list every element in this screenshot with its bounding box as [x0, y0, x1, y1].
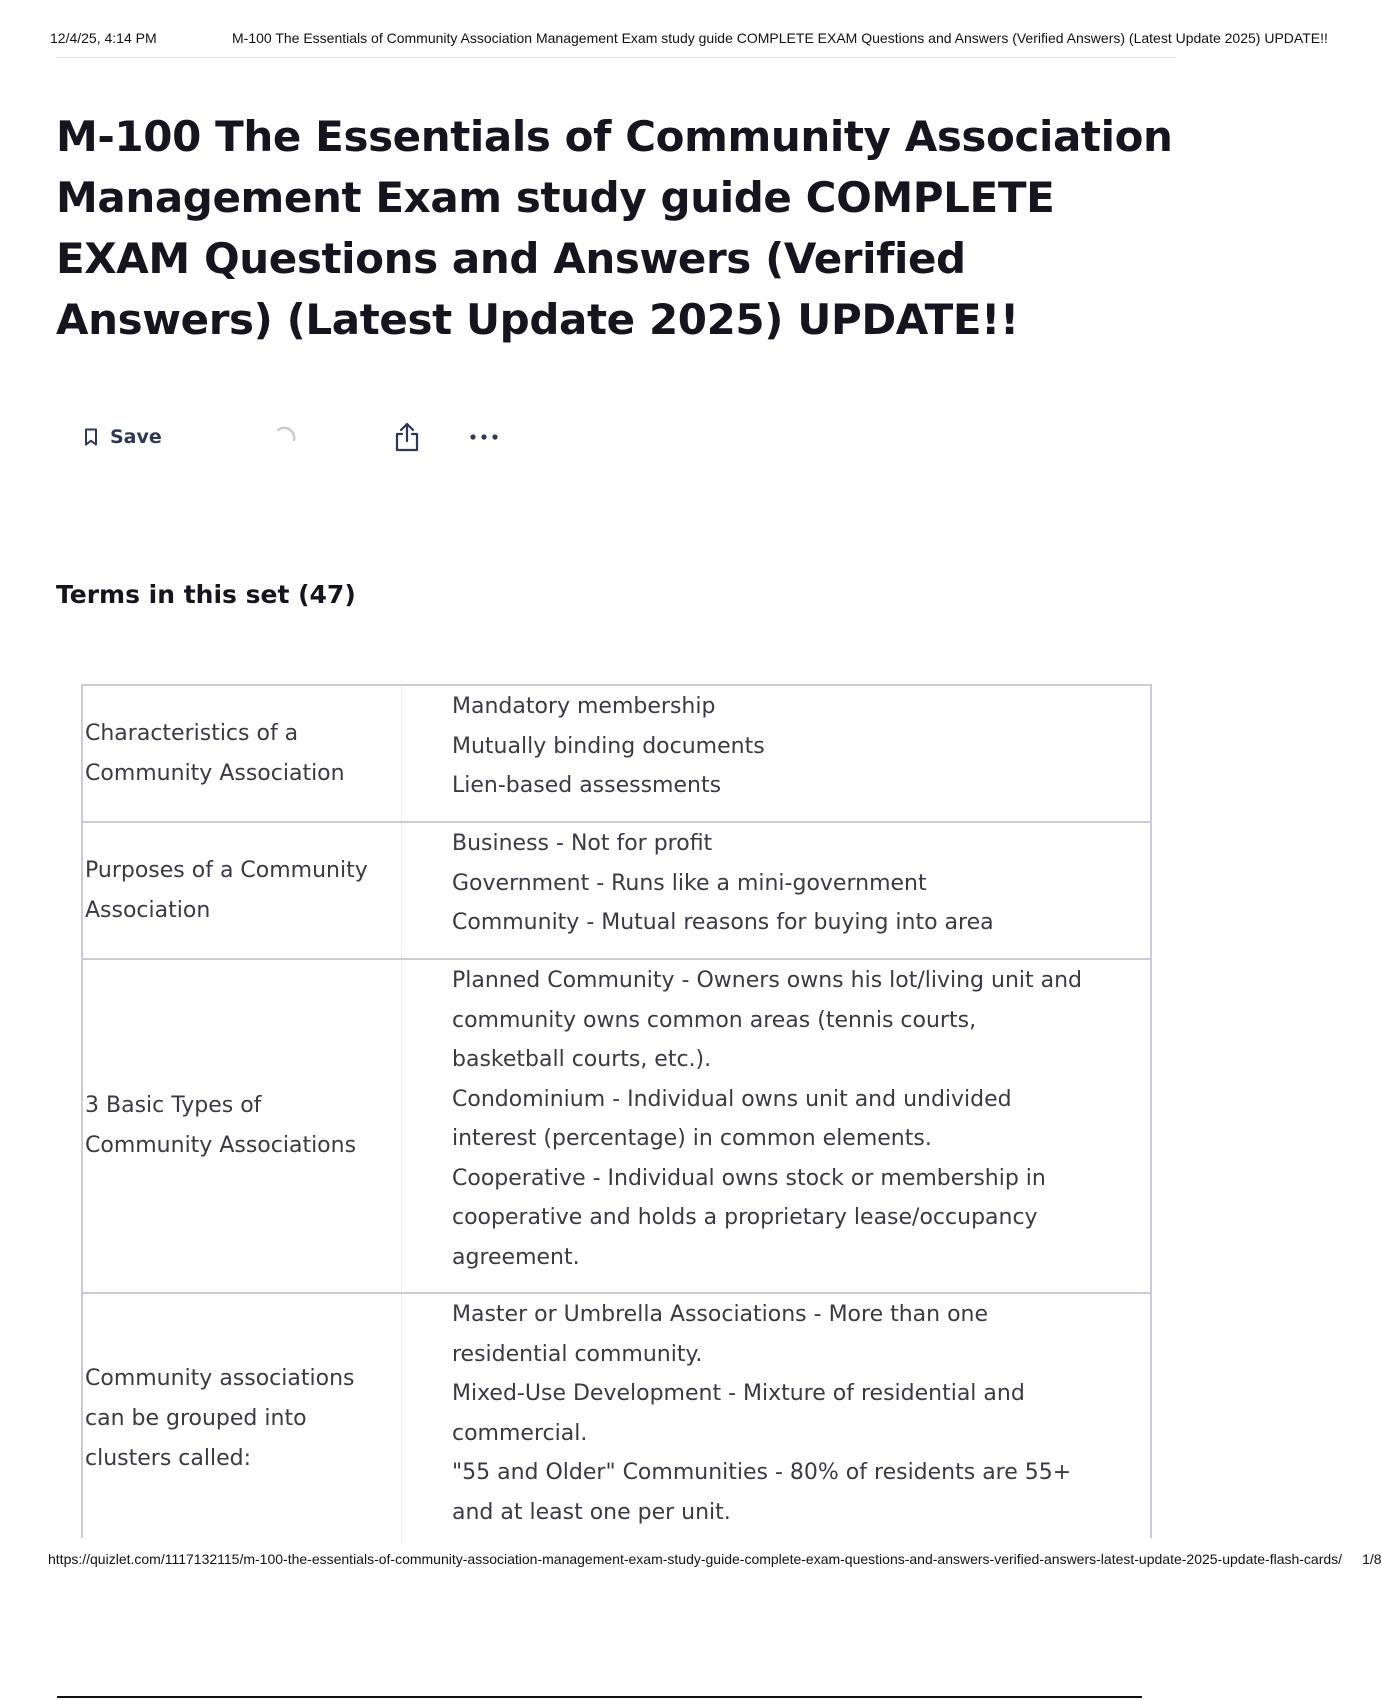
terms-heading: Terms in this set (47): [56, 580, 356, 609]
term-cell: Community associations can be grouped into clusters called:: [83, 1294, 402, 1544]
definition-cell: Business - Not for profit Government - Runs like a mini-government Community - Mutual reasons for buying into area: [452, 831, 994, 935]
print-url: https://quizlet.com/1117132115/m-100-the-essentials-of-community-association-management-exam-study-guide-complete-exam-questions-and-answers-verified-answers-latest-update-2025-update-flash-cards/: [48, 1551, 1343, 1567]
loading-spinner: [274, 420, 298, 454]
bookmark-icon: [84, 428, 98, 446]
share-button[interactable]: [394, 420, 420, 454]
print-doc-title: M-100 The Essentials of Community Association Management Exam study guide COMPLETE EXAM Questions and Answers (Verified Answers) (Latest Update 2025) UPDATE!!: [232, 30, 1328, 46]
term-cell: Purposes of a Community Association: [83, 823, 402, 958]
share-icon: [394, 422, 420, 452]
term-row[interactable]: [83, 960, 1150, 1294]
term-row[interactable]: [83, 686, 1150, 823]
bottom-divider: [57, 1696, 1142, 1698]
more-options-button[interactable]: [469, 420, 499, 454]
term-row[interactable]: [83, 1294, 1150, 1544]
print-footer: [48, 1551, 1382, 1567]
spinner-icon: [274, 425, 298, 449]
header-divider: [56, 57, 1176, 58]
set-toolbar: [84, 420, 544, 454]
term-row[interactable]: [83, 823, 1150, 960]
save-label: Save: [110, 426, 162, 448]
page-title: M-100 The Essentials of Community Association Management Exam study guide COMPLETE EXAM Questions and Answers (Verified Answers) (Latest Update 2025) UPDATE!!: [56, 112, 1173, 344]
term-cell: Characteristics of a Community Association: [83, 686, 402, 821]
more-icon: [469, 433, 499, 441]
term-cell: 3 Basic Types of Community Associations: [83, 960, 402, 1292]
page-number: 1/8: [1362, 1551, 1382, 1567]
print-date: 12/4/25, 4:14 PM: [50, 30, 157, 46]
save-button[interactable]: [84, 420, 162, 454]
terms-table: [81, 684, 1152, 1538]
print-header: [50, 30, 1328, 46]
definition-cell: Planned Community - Owners owns his lot/living unit and community owns common areas (tennis courts, basketball courts, etc.). Condominium - Individual owns unit and undivided interest (percentage) in common elements. Cooperative - Individual owns stock or membership in cooperative and holds a proprietary lease/occupancy agreement.: [452, 968, 1083, 1270]
definition-cell: Mandatory membership Mutually binding documents Lien-based assessments: [452, 694, 765, 798]
definition-cell: Master or Umbrella Associations - More than one residential community. Mixed-Use Development - Mixture of residential and commercial. "55 and Older" Communities - 80% of residents are 55+ and at least one per unit.: [452, 1302, 1072, 1525]
